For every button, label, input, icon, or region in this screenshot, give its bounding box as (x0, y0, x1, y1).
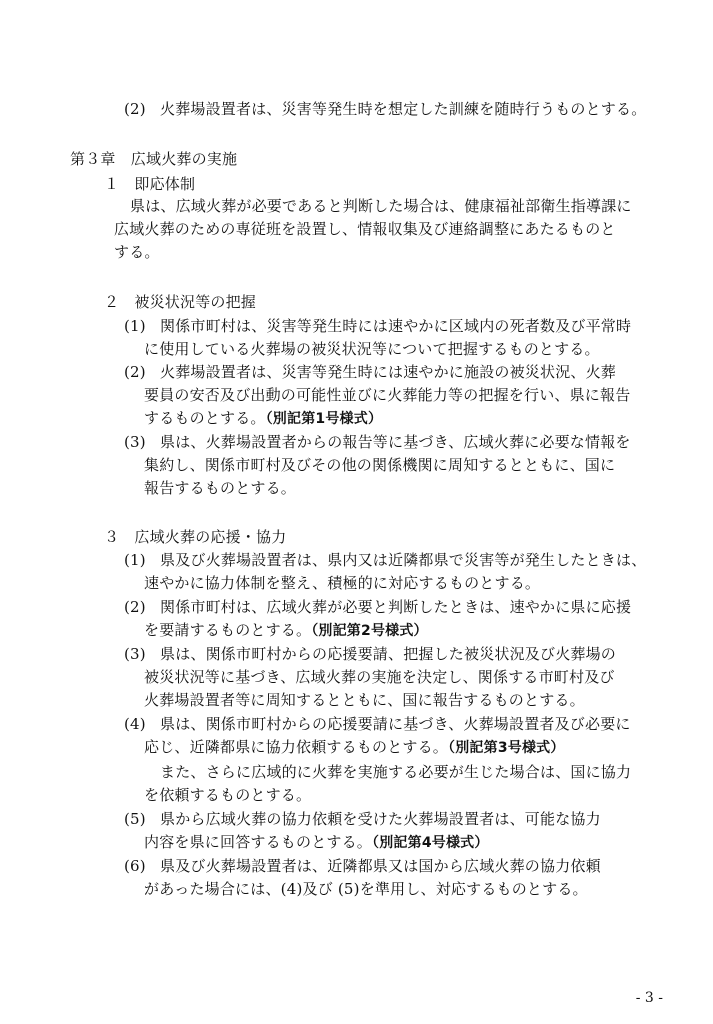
item-text-with-ref (144, 408, 382, 429)
item-number: (3) (124, 645, 146, 663)
item-text-with-ref (144, 832, 489, 853)
item-text: 関係市町村は、広域火葬が必要と判断したときは、速やかに県に応援 (160, 598, 632, 616)
item-number: (2) (124, 598, 146, 616)
item-text: を要請するものとする。 (144, 621, 312, 639)
item-text: 報告するものとする。 (144, 479, 297, 497)
form-reference: （別記第2号様式） (311, 623, 428, 639)
item-number: (1) (124, 551, 146, 569)
item-text: 県及び火葬場設置者は、県内又は近隣都県で災害等が発生したときは、 (160, 551, 647, 569)
item-text: 集約し、関係市町村及びその他の関係機関に周知するとともに、国に (144, 456, 616, 474)
item-text: 火葬場設置者は、災害等発生時を想定した訓練を随時行うものとする。 (160, 100, 647, 118)
section-heading: ２ 被災状況等の把握 (104, 293, 257, 311)
item-text: 被災状況等に基づき、広域火葬の実施を決定し、関係する市町村及び (144, 668, 615, 686)
item-text: 火葬場設置者は、災害等発生時には速やかに施設の被災状況、火葬 (160, 363, 617, 381)
item-number: (6) (124, 857, 146, 875)
item-text-with-ref (144, 737, 565, 758)
item-text-with-ref (144, 620, 428, 641)
section-body-line: する。 (114, 243, 160, 261)
form-reference: （別記第1号様式） (265, 411, 383, 427)
item-text: 要員の安否及び出動の可能性並びに火葬能力等の把握を行い、県に報告 (144, 386, 631, 404)
section-heading: ３ 広域火葬の応援・協力 (104, 528, 287, 546)
chapter-title: 第３章 広域火葬の実施 (70, 150, 238, 168)
section-heading: １ 即応体制 (104, 175, 196, 193)
item-number: (2) (124, 363, 146, 381)
item-text: 県は、火葬場設置者からの報告等に基づき、広域火葬に必要な情報を (160, 433, 631, 451)
item-text: するものとする。 (144, 409, 266, 427)
item-text: を依頼するものとする。 (144, 786, 312, 804)
item-text: 県は、関係市町村からの応援要請、把握した被災状況及び火葬場の (160, 645, 617, 663)
form-reference: （別記第3号様式） (448, 740, 565, 756)
item-text: また、さらに広域的に火葬を実施する必要が生じた場合は、国に協力 (160, 763, 632, 781)
item-number: (5) (124, 810, 146, 828)
item-number: (4) (124, 715, 146, 733)
item-text: があった場合には、(4)及び (5)を準用し、対応するものとする。 (144, 880, 588, 898)
item-number: (1) (124, 317, 146, 335)
item-number: (3) (124, 433, 146, 451)
item-text: 内容を県に回答するものとする。 (144, 833, 373, 851)
item-text: 火葬場設置者等に周知するとともに、国に報告するものとする。 (144, 691, 585, 709)
form-reference: （別記第4号様式） (372, 835, 489, 851)
item-number: (2) (124, 100, 146, 118)
item-text: 関係市町村は、災害等発生時には速やかに区域内の死者数及び平常時 (160, 317, 632, 335)
item-text: 県及び火葬場設置者は、近隣都県又は国から広域火葬の協力依頼 (160, 857, 601, 875)
item-text: 県から広域火葬の協力依頼を受けた火葬場設置者は、可能な協力 (160, 810, 601, 828)
section-body-line: 広域火葬のための専従班を設置し、情報収集及び連絡調整にあたるものと (114, 220, 616, 238)
page-number: - 3 - (635, 990, 663, 1006)
item-text: に使用している火葬場の被災状況等について把握するものとする。 (144, 340, 600, 358)
item-text: 県は、関係市町村からの応援要請に基づき、火葬場設置者及び必要に (160, 715, 631, 733)
item-text: 応じ、近隣都県に協力依頼するものとする。 (144, 738, 449, 756)
section-body-line: 県は、広域火葬が必要であると判断した場合は、健康福祉部衛生指導課に (130, 197, 632, 215)
item-text: 速やかに協力体制を整え、積極的に対応するものとする。 (144, 574, 541, 592)
